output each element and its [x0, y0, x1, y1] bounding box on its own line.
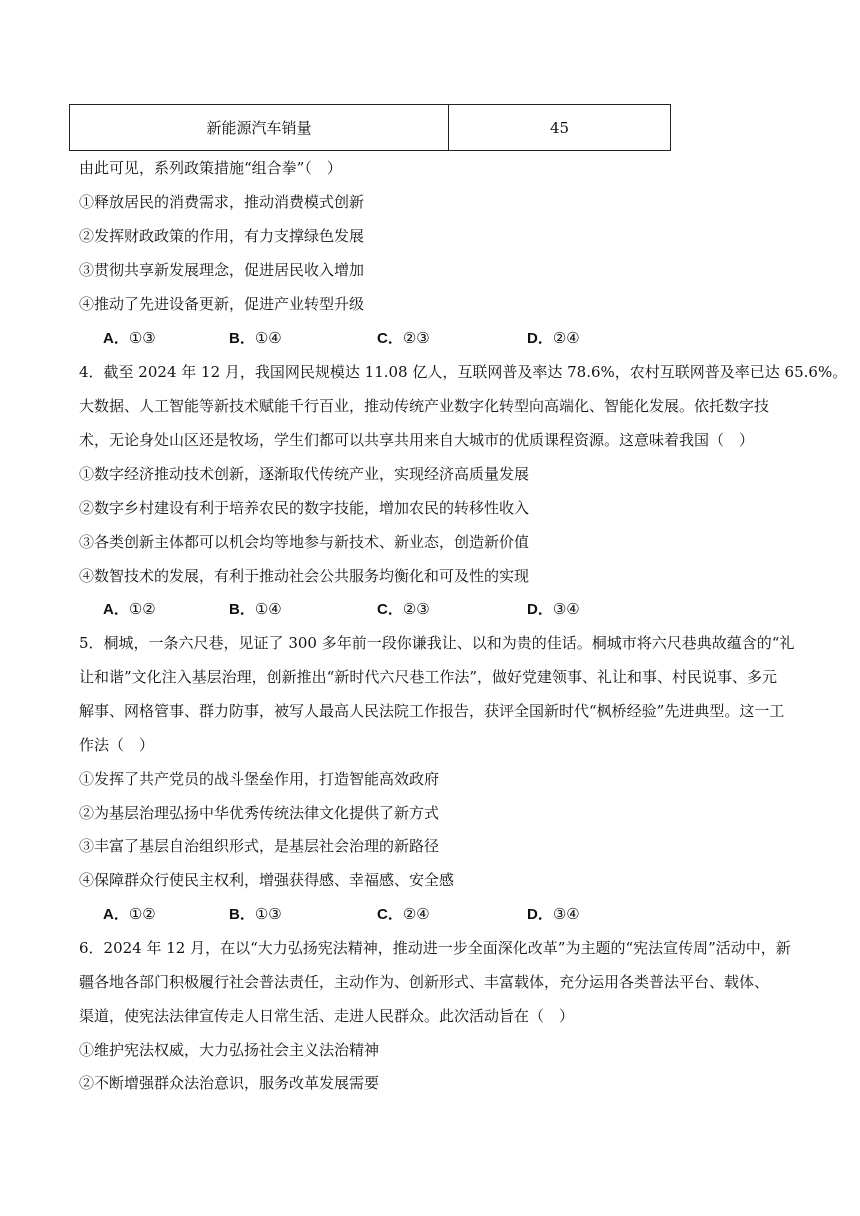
q5-option-b[interactable]: B．①③ — [229, 905, 282, 923]
q6-statement-2: ②不断增强群众法治意识，服务改革发展需要 — [79, 1074, 380, 1092]
q5-stem-line-4: 作法（ ） — [79, 736, 155, 754]
q5-statement-3: ③丰富了基层自治组织形式，是基层社会治理的新路径 — [79, 837, 440, 855]
q3-option-c[interactable]: C．②③ — [377, 329, 430, 347]
data-table — [69, 104, 671, 151]
q6-statement-1: ①维护宪法权威，大力弘扬社会主义法治精神 — [79, 1041, 380, 1059]
q4-stem-line-3: 术，无论身处山区还是牧场，学生们都可以共享共用来自大城市的优质课程资源。这意味着我国（ ） — [79, 431, 755, 449]
q5-statement-2: ②为基层治理弘扬中华优秀传统法律文化提供了新方式 — [79, 804, 440, 822]
q4-option-b[interactable]: B．①④ — [229, 600, 282, 618]
q4-option-a[interactable]: A．①② — [103, 600, 156, 618]
q4-statement-2: ②数字乡村建设有利于培养农民的数字技能，增加农民的转移性收入 — [79, 499, 530, 517]
q3-option-d[interactable]: D．②④ — [527, 329, 580, 347]
q6-stem-line-3: 渠道，使宪法法律宣传走人日常生活、走进人民群众。此次活动旨在（ ） — [79, 1007, 575, 1025]
q5-option-a[interactable]: A．①② — [103, 905, 156, 923]
q5-statement-4: ④保障群众行使民主权利，增强获得感、幸福感、安全感 — [79, 871, 455, 889]
q3-option-b[interactable]: B．①④ — [229, 329, 282, 347]
q3-statement-2: ②发挥财政政策的作用，有力支撑绿色发展 — [79, 227, 365, 245]
q3-statement-4: ④推动了先进设备更新，促进产业转型升级 — [79, 295, 365, 313]
q6-stem-line-1: 6．2024 年 12 月，在以“大力弘扬宪法精神，推动进一步全面深化改革”为主题的“宪法宣传周”活动中，新 — [79, 939, 791, 957]
q4-stem-line-2: 大数据、人工智能等新技术赋能千行百业，推动传统产业数字化转型向高端化、智能化发展。依托数字技 — [79, 397, 770, 415]
q6-stem-line-2: 疆各地各部门积极履行社会普法责任，主动作为、创新形式、丰富载体，充分运用各类普法平台、载体、 — [79, 973, 770, 991]
q4-option-c[interactable]: C．②③ — [377, 600, 430, 618]
q5-stem-line-2: 让和谐”文化注入基层治理，创新推出“新时代六尺巷工作法”，做好党建领事、礼让和事、村民说事、多元 — [79, 668, 778, 686]
q3-option-a[interactable]: A．①③ — [103, 329, 156, 347]
q3-stem: 由此可见，系列政策措施“组合拳”（ ） — [79, 159, 342, 177]
q5-stem-line-3: 解事、网格管事、群力防事，被写人最高人民法院工作报告，获评全国新时代“枫桥经验”先进典型。这一工 — [79, 702, 785, 720]
q4-statement-4: ④数智技术的发展，有利于推动社会公共服务均衡化和可及性的实现 — [79, 567, 530, 585]
q3-statement-1: ①释放居民的消费需求，推动消费模式创新 — [79, 193, 365, 211]
table-row — [70, 105, 671, 151]
q3-statement-3: ③贯彻共享新发展理念，促进居民收入增加 — [79, 261, 365, 279]
q4-option-d[interactable]: D．③④ — [527, 600, 580, 618]
q5-option-c[interactable]: C．②④ — [377, 905, 430, 923]
table-cell-value: 45 — [449, 105, 671, 151]
q4-statement-1: ①数字经济推动技术创新，逐渐取代传统产业，实现经济高质量发展 — [79, 465, 530, 483]
table-cell-label: 新能源汽车销量 — [70, 105, 449, 151]
q5-stem-line-1: 5．桐城，一条六尺巷，见证了 300 多年前一段你谦我让、以和为贵的佳话。桐城市将六尺巷典故蕴含的“礼 — [79, 634, 795, 652]
q5-option-d[interactable]: D．③④ — [527, 905, 580, 923]
q4-stem-line-1: 4．截至 2024 年 12 月，我国网民规模达 11.08 亿人，互联网普及率达 78.6%，农村互联网普及率已达 65.6%。 — [79, 363, 848, 381]
q5-statement-1: ①发挥了共产党员的战斗堡垒作用，打造智能高效政府 — [79, 770, 440, 788]
q4-statement-3: ③各类创新主体都可以机会均等地参与新技术、新业态，创造新价值 — [79, 533, 530, 551]
